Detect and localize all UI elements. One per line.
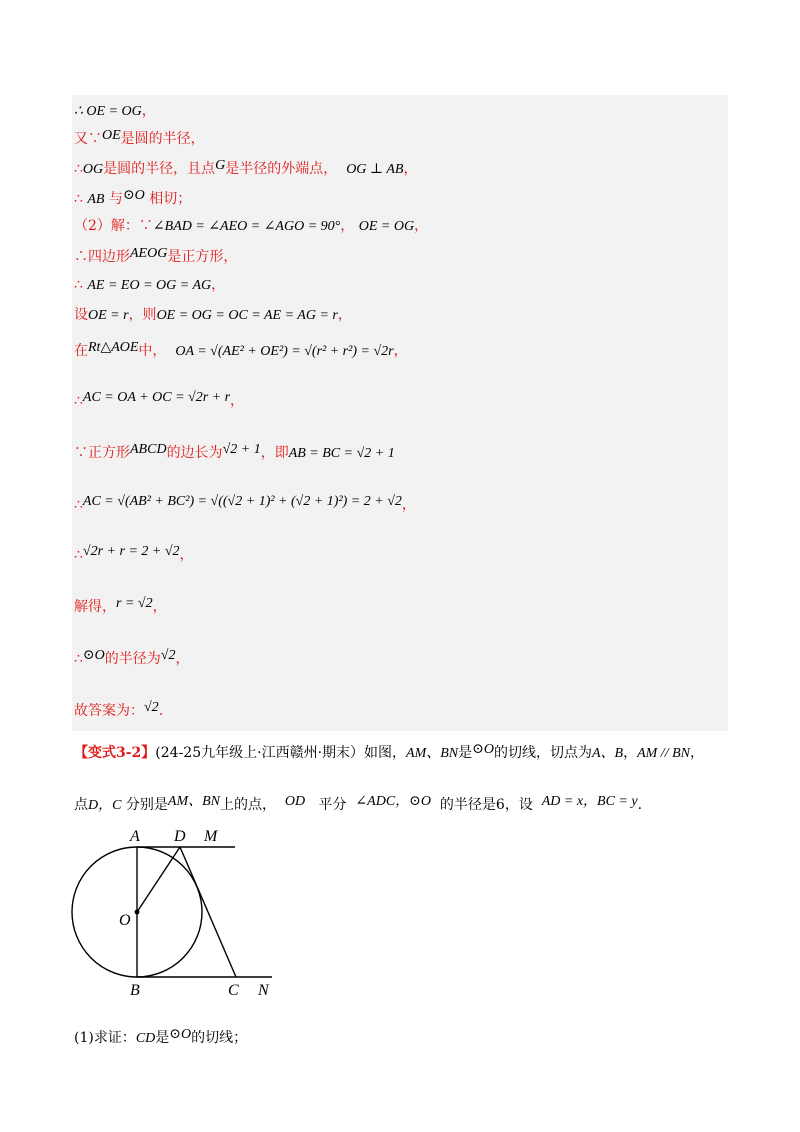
segment-dc bbox=[180, 847, 236, 977]
solution-line-3: ∴OG是圆的半径，且点G是半径的外端点， OG ⊥ AB， bbox=[74, 158, 418, 177]
label-o: O bbox=[119, 912, 131, 929]
solution-line-12: ∴AC = √(AB² + BC²) = √((√2 + 1)² + (√2 + 1)²) = 2 + √2， bbox=[74, 494, 416, 513]
solution-line-16: 故答案为：√2. bbox=[74, 700, 164, 719]
solution-line-6: ∴四边形AEOG是正方形， bbox=[74, 246, 238, 265]
label-n: N bbox=[258, 982, 269, 999]
solution-line-13: ∴√2r + r = 2 + √2， bbox=[74, 544, 194, 563]
solution-line-4: ∴ AB 与⊙O 相切； bbox=[74, 188, 192, 207]
solution-line-1: ∴ OE = OG， bbox=[74, 103, 156, 119]
solution-line-7: ∴ AE = EO = OG = AG， bbox=[74, 277, 226, 293]
solution-line-14: 解得，r = √2， bbox=[74, 596, 167, 615]
label-d: D bbox=[174, 828, 186, 845]
problem-line-1: 【变式3-2】(24-25九年级上·江西赣州·期末）如图，AM、BN是⊙O的切线，切点为A、B，AM // BN， bbox=[74, 742, 704, 761]
center-point bbox=[135, 910, 140, 915]
solution-line-11: ∵正方形ABCD的边长为√2 + 1，即AB = BC = √2 + 1 bbox=[74, 442, 395, 461]
solution-line-10: ∴AC = OA + OC = √2r + r， bbox=[74, 390, 245, 409]
solution-line-2: 又∵OE是圆的半径， bbox=[74, 128, 205, 147]
label-b: B bbox=[130, 982, 140, 999]
geometry-figure bbox=[60, 825, 290, 1005]
solution-line-15: ∴⊙O的半径为√2， bbox=[74, 648, 190, 667]
solution-line-5: （2）解：∵∠BAD = ∠AEO = ∠AGO = 90°， OE = OG， bbox=[74, 218, 429, 234]
solution-line-9: 在Rt△AOE中， OA = √(AE² + OE²) = √(r² + r²) = √2r， bbox=[74, 340, 408, 359]
label-m: M bbox=[204, 828, 218, 845]
label-a: A bbox=[130, 828, 140, 845]
solution-line-8: 设OE = r，则OE = OG = OC = AE = AG = r， bbox=[74, 307, 352, 323]
problem-line-2: 点D，C 分别是AM、BN上的点， OD 平分 ∠ADC，⊙O 的半径是6，设 AD = x，BC = y. bbox=[74, 794, 643, 813]
problem-part-1: (1)求证：CD是⊙O的切线； bbox=[74, 1027, 248, 1046]
segment-od bbox=[137, 847, 180, 912]
label-c: C bbox=[228, 982, 239, 999]
